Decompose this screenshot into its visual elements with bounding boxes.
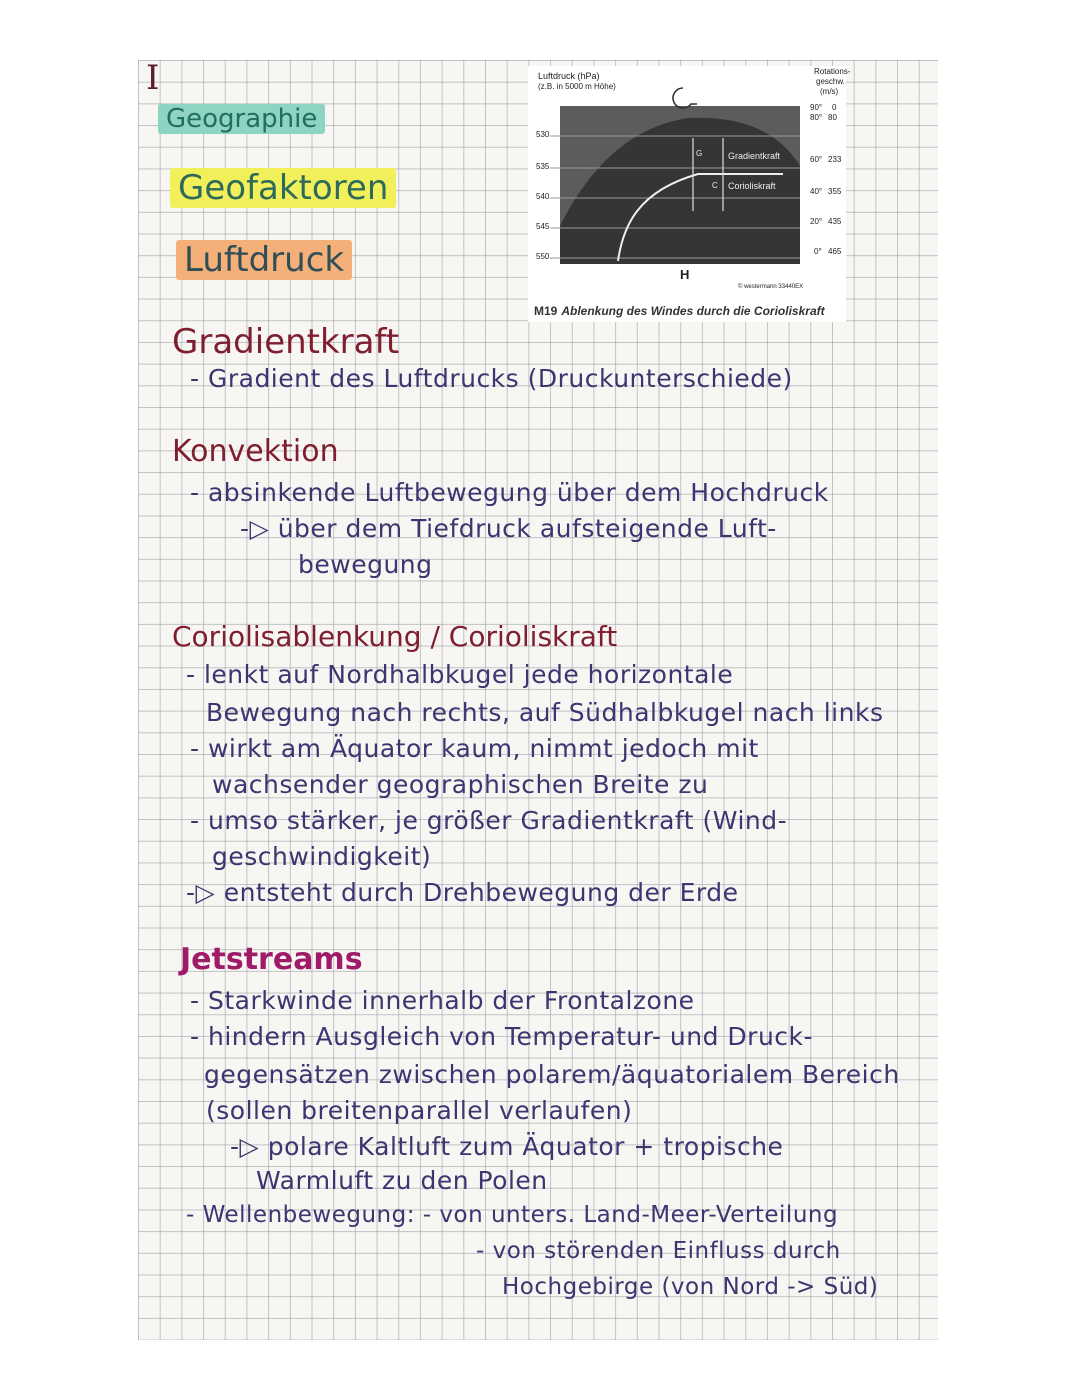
rotation-icon (673, 88, 697, 108)
jetstreams-line-9: Hochgebirge (von Nord -> Süd) (502, 1274, 879, 1300)
caption-id: M19 (534, 304, 558, 318)
speed-355: 355 (828, 187, 842, 196)
speed-233: 233 (828, 155, 842, 164)
coriolis-figure (528, 66, 851, 322)
jetstreams-line-1: - Starkwinde innerhalb der Frontalzone (190, 986, 695, 1015)
jetstreams-line-3: gegensätzen zwischen polarem/äquatorialem Bereich (204, 1060, 900, 1089)
lat-20: 20° (810, 217, 823, 226)
tick-535: 535 (536, 162, 550, 171)
label-corioliskraft: Corioliskraft (728, 181, 776, 191)
tick-545: 545 (536, 222, 550, 231)
page-marker: I (146, 58, 160, 98)
tick-550: 550 (536, 252, 550, 261)
coriolis-line-5: - umso stärker, je größer Gradientkraft (Wind- (190, 806, 788, 835)
tag-geofaktoren: Geofaktoren (170, 168, 396, 208)
jetstreams-line-5: -▷ polare Kaltluft zum Äquator + tropische (230, 1132, 784, 1161)
speed-axis-title-2: geschw. (816, 77, 845, 86)
caption-text: Ablenkung des Windes durch die Corioliskraft (561, 304, 825, 318)
lat-0: 0° (814, 247, 822, 256)
tag-geographie: Geographie (158, 104, 325, 134)
pressure-axis-subtitle: (z.B. in 5000 m Höhe) (538, 82, 616, 91)
gradient-line-1: - Gradient des Luftdrucks (Druckunterschiede) (190, 364, 793, 393)
lat-90: 90° (810, 103, 823, 112)
jetstreams-line-4: (sollen breitenparallel verlaufen) (206, 1096, 633, 1125)
jetstreams-line-6: Warmluft zu den Polen (256, 1166, 548, 1195)
speed-465: 465 (828, 247, 842, 256)
section-title-konvektion: Konvektion (172, 434, 339, 469)
coriolis-line-4: wachsender geographischen Breite zu (212, 770, 709, 799)
konvektion-line-3: bewegung (298, 550, 433, 579)
speed-80: 80 (828, 113, 837, 122)
label-gradientkraft: Gradientkraft (728, 151, 781, 161)
section-title-gradientkraft: Gradientkraft (172, 322, 400, 362)
section-title-jetstreams: Jetstreams (180, 942, 363, 977)
jetstreams-line-2: - hindern Ausgleich von Temperatur- und Druck- (190, 1022, 814, 1051)
speed-axis-title: Rotations- (814, 67, 851, 76)
lat-40: 40° (810, 187, 823, 196)
jetstreams-line-8: - von störenden Einfluss durch (476, 1238, 841, 1264)
tick-540: 540 (536, 192, 550, 201)
coriolis-line-3: - wirkt am Äquator kaum, nimmt jedoch mit (190, 734, 759, 763)
pressure-axis-title: Luftdruck (hPa) (538, 71, 600, 81)
figure-caption (534, 304, 825, 318)
label-c: C (712, 181, 718, 190)
konvektion-line-1: - absinkende Luftbewegung über dem Hochdruck (190, 478, 829, 507)
speed-435: 435 (828, 217, 842, 226)
label-high: H (680, 267, 690, 282)
coriolis-line-6: geschwindigkeit) (212, 842, 432, 871)
speed-0: 0 (832, 103, 837, 112)
konvektion-line-2: -▷ über dem Tiefdruck aufsteigende Luft- (240, 514, 777, 543)
coriolis-line-7: -▷ entsteht durch Drehbewegung der Erde (186, 878, 739, 907)
lat-80: 80° (810, 113, 823, 122)
section-title-coriolis: Coriolisablenkung / Corioliskraft (172, 620, 618, 653)
figure-copyright: © westermann 33440EX (738, 284, 804, 290)
coriolis-line-1: - lenkt auf Nordhalbkugel jede horizontale (186, 660, 734, 689)
jetstreams-line-7: - Wellenbewegung: - von unters. Land-Meer-Verteilung (186, 1202, 839, 1228)
coriolis-line-2: Bewegung nach rechts, auf Südhalbkugel nach links (206, 698, 884, 727)
lat-60: 60° (810, 155, 823, 164)
tag-luftdruck: Luftdruck (176, 240, 352, 280)
tick-530: 530 (536, 130, 550, 139)
label-g: G (696, 149, 703, 158)
speed-axis-unit: (m/s) (820, 87, 839, 96)
